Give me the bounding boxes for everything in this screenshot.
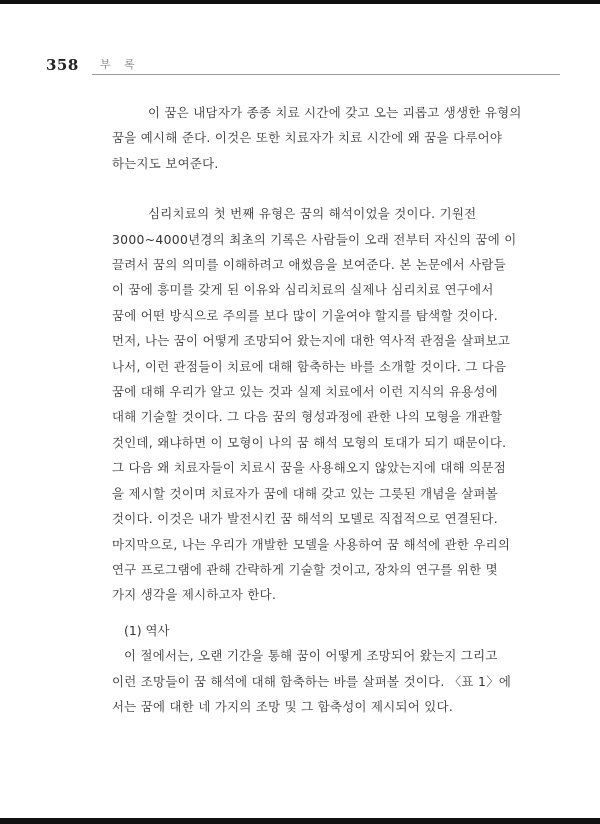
page-bottom-edge (0, 818, 600, 824)
text-line: 하는지도 보여준다. (112, 155, 219, 171)
text-line: 이 꿈은 내담자가 종종 치료 시간에 갖고 오는 괴롭고 생생한 유형의 (148, 105, 522, 120)
body-text (112, 100, 532, 719)
page-number: 358 (46, 56, 79, 74)
text-line: 이런 조망들이 꿈 해석에 대해 함축하는 바를 살펴볼 것이다. 〈표 1〉에 (112, 673, 512, 689)
text-line: 3000~4000년경의 최초의 기록은 사람들이 오래 전부터 자신의 꿈에 이 (112, 231, 517, 247)
text-line: 대해 기술할 것이다. 그 다음 꿈의 형성과정에 관한 나의 모형을 개관할 (112, 409, 503, 425)
text-line: 먼저, 나는 꿈이 어떻게 조망되어 왔는지에 대한 역사적 관점을 살펴보고 (112, 333, 511, 349)
text-line: 이 꿈에 흥미를 갖게 된 이유와 심리치료의 실제나 심리치료 연구에서 (112, 282, 494, 298)
page-top-edge (0, 0, 600, 4)
text-line: 꿈에 어떤 방식으로 주의를 보다 많이 기울여야 할지를 탐색할 것이다. (112, 307, 498, 323)
text-line: 끌려서 꿈의 의미를 이해하려고 애썼음을 보여준다. 본 논문에서 사람들 (112, 257, 506, 273)
text-line: 심리치료의 첫 번째 유형은 꿈의 해석이었을 것이다. 기원전 (148, 206, 477, 222)
text-line: 가지 생각을 제시하고자 한다. (112, 587, 277, 603)
paragraph-2 (112, 201, 532, 608)
text-line: 나서, 이런 관점들이 치료에 대해 함축하는 바를 소개할 것이다. 그 다음 (112, 358, 507, 374)
text-line: 을 제시할 것이며 치료자가 꿈에 대해 갖고 있는 그릇된 개념을 살펴볼 (112, 485, 498, 501)
text-line: 것이다. 이것은 내가 발전시킨 꿈 해석의 모델로 직접적으로 연결된다. (112, 511, 498, 527)
paragraph-1 (112, 100, 532, 176)
text-line: 이 절에서는, 오랜 기간을 통해 꿈이 어떻게 조망되어 왔는지 그리고 (124, 648, 498, 664)
subsection-paragraph (112, 643, 532, 719)
text-line: 서는 꿈에 대한 네 가지의 조망 및 그 함축성이 제시되어 있다. (112, 698, 454, 714)
text-line: 꿈을 예시해 준다. 이것은 또한 치료자가 치료 시간에 왜 꿈을 다루어야 (112, 130, 503, 146)
text-line: 연구 프로그램에 관해 간략하게 기술할 것이고, 장차의 연구를 위한 몇 (112, 561, 498, 577)
header-rule (92, 74, 560, 75)
text-line: 꿈에 대해 우리가 알고 있는 것과 실제 치료에서 이런 지식의 유용성에 (112, 384, 498, 400)
section-label: 부 록 (100, 58, 140, 71)
subsection-heading: (1) 역사 (124, 622, 170, 638)
text-line: 것인데, 왜냐하면 이 모형이 나의 꿈 해석 모형의 토대가 되기 때문이다. (112, 434, 507, 450)
text-line: 마지막으로, 나는 우리가 개발한 모델을 사용하여 꿈 해석에 관한 우리의 (112, 536, 511, 552)
paragraph-gap (112, 176, 532, 201)
text-line: 그 다음 왜 치료자들이 치료시 꿈을 사용해오지 않았는지에 대해 의문점 (112, 460, 506, 476)
section-gap (112, 608, 532, 618)
running-header (46, 50, 560, 76)
